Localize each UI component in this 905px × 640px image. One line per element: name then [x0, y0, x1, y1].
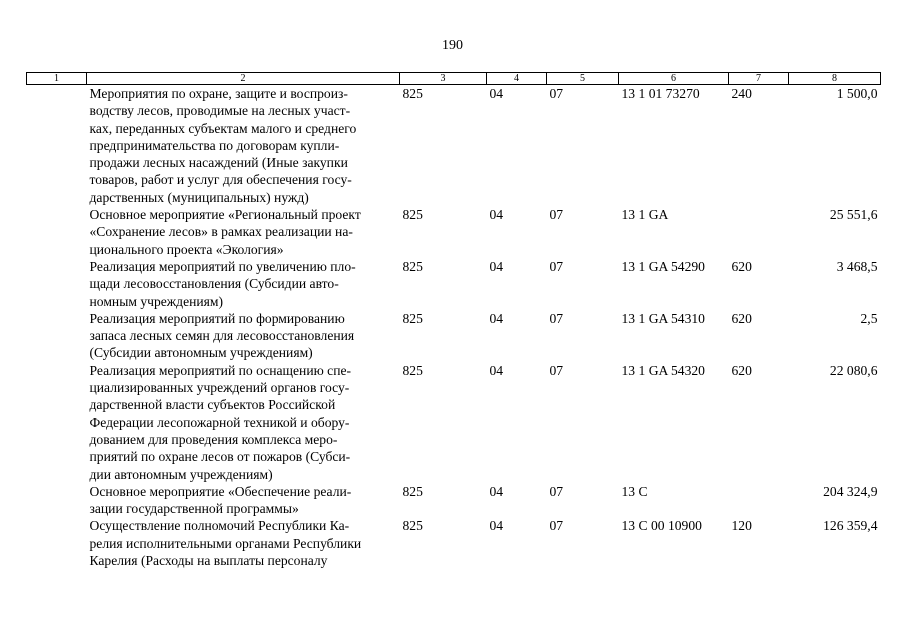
section-code: 04	[489, 518, 504, 534]
description-line: зации государственной программы»	[89, 501, 299, 517]
description-line: ционального проекта «Экология»	[89, 241, 284, 257]
description-line: Реализация мероприятий по формированию	[89, 310, 345, 326]
description-line: Федерации лесопожарной техникой и обору-	[89, 414, 350, 430]
description-line: продажи лесных насаждений (Иные закупки	[89, 155, 348, 171]
description-line: дованием для проведения комплекса меро-	[89, 431, 338, 447]
ministry-code: 825	[402, 258, 423, 274]
section-code: 04	[489, 86, 504, 101]
section-code: 04	[489, 362, 504, 378]
target-article-code: 13 1 GA 54290	[621, 258, 705, 274]
column-header-5: 5	[547, 73, 619, 85]
cell-empty	[27, 310, 87, 362]
section-code: 04	[489, 258, 504, 274]
subsection-code: 07	[549, 310, 564, 326]
column-header-4: 4	[487, 73, 547, 85]
ministry-code: 825	[402, 310, 423, 326]
description-line: предпринимательства по договорам купли-	[89, 137, 340, 153]
column-header-7: 7	[729, 73, 789, 85]
column-number-row	[27, 73, 881, 85]
description-line: Основное мероприятие «Обеспечение реали-	[89, 483, 352, 499]
description-line: запаса лесных семян для лесовосстановления	[89, 328, 355, 344]
target-article-code: 13 1 01 73270	[621, 86, 700, 101]
description-line: Мероприятия по охране, защите и воспроиз-	[89, 86, 348, 101]
amount: 126 359,4	[823, 518, 878, 534]
amount: 3 468,5	[836, 258, 878, 274]
row-description	[87, 85, 400, 207]
column-header-6: 6	[619, 73, 729, 85]
expense-type-code: 620	[731, 310, 752, 326]
description-line: «Сохранение лесов» в рамках реализации на-	[89, 224, 353, 240]
expense-type-code: 620	[731, 258, 752, 274]
table-row	[27, 362, 881, 483]
table-row	[27, 258, 881, 310]
section-code: 04	[489, 483, 504, 499]
target-article-code: 13 С 00 10900	[621, 518, 702, 534]
description-line: дарственных (муниципальных) нужд)	[89, 189, 309, 205]
description-line: приятий по охране лесов от пожаров (Субси-	[89, 449, 351, 465]
column-header-3: 3	[400, 73, 487, 85]
subsection-code: 07	[549, 207, 564, 223]
description-line: Осуществление полномочий Республики Ка-	[89, 518, 350, 534]
ministry-code: 825	[402, 518, 423, 534]
subsection-code: 07	[549, 86, 564, 101]
description-line: Реализация мероприятий по увеличению пло-	[89, 258, 356, 274]
table-body	[27, 85, 881, 570]
budget-table	[26, 72, 881, 569]
cell-empty	[27, 483, 87, 518]
description-line: номным учреждениям)	[89, 293, 224, 309]
expense-type-code: 120	[731, 518, 752, 534]
ministry-code: 825	[402, 86, 423, 101]
column-header-2: 2	[87, 73, 400, 85]
subsection-code: 07	[549, 518, 564, 534]
description-line: дии автономным учреждениям)	[89, 466, 273, 482]
amount: 2,5	[860, 310, 878, 326]
table-row	[27, 517, 881, 569]
description-line: ках, переданных субъектам малого и среднего	[89, 120, 357, 136]
section-code: 04	[489, 310, 504, 326]
subsection-code: 07	[549, 258, 564, 274]
amount: 25 551,6	[829, 207, 878, 223]
table-row	[27, 85, 881, 207]
target-article-code: 13 1 GA	[621, 207, 669, 223]
description-line: (Субсидии автономным учреждениям)	[89, 345, 313, 361]
row-description	[87, 310, 400, 362]
row-description	[87, 362, 400, 483]
target-article-code: 13 С	[621, 483, 648, 499]
row-description	[87, 206, 400, 258]
cell-empty	[27, 362, 87, 483]
description-line: водству лесов, проводимые на лесных участ-	[89, 103, 351, 119]
description-line: релия исполнительными органами Республики	[89, 535, 362, 551]
expense-type-code	[729, 483, 789, 518]
cell-empty	[27, 206, 87, 258]
subsection-code: 07	[549, 483, 564, 499]
ministry-code: 825	[402, 483, 423, 499]
table-row	[27, 310, 881, 362]
ministry-code: 825	[402, 362, 423, 378]
description-line: товаров, работ и услуг для обеспечения госу-	[89, 172, 352, 188]
section-code: 04	[489, 207, 504, 223]
description-line: Основное мероприятие «Региональный проект	[89, 207, 361, 223]
row-description	[87, 517, 400, 569]
table-row	[27, 206, 881, 258]
table-row	[27, 483, 881, 518]
expense-type-code: 240	[731, 86, 752, 101]
cell-empty	[27, 517, 87, 569]
page-number: 190	[442, 38, 463, 53]
description-line: щади лесовосстановления (Субсидии авто-	[89, 276, 339, 292]
description-line: Карелия (Расходы на выплаты персоналу	[89, 553, 328, 569]
subsection-code: 07	[549, 362, 564, 378]
target-article-code: 13 1 GA 54310	[621, 310, 705, 326]
cell-empty	[27, 258, 87, 310]
amount: 22 080,6	[829, 362, 878, 378]
expense-type-code	[729, 206, 789, 258]
cell-empty	[27, 85, 87, 207]
description-line: Реализация мероприятий по оснащению спе-	[89, 362, 352, 378]
description-line: дарственной власти субъектов Российской	[89, 397, 336, 413]
ministry-code: 825	[402, 207, 423, 223]
column-header-1: 1	[27, 73, 87, 85]
row-description	[87, 258, 400, 310]
amount: 204 324,9	[823, 483, 878, 499]
row-description	[87, 483, 400, 518]
description-line: циализированных учреждений органов госу-	[89, 380, 350, 396]
column-header-8: 8	[789, 73, 881, 85]
expense-type-code: 620	[731, 362, 752, 378]
target-article-code: 13 1 GA 54320	[621, 362, 705, 378]
amount: 1 500,0	[836, 86, 878, 101]
